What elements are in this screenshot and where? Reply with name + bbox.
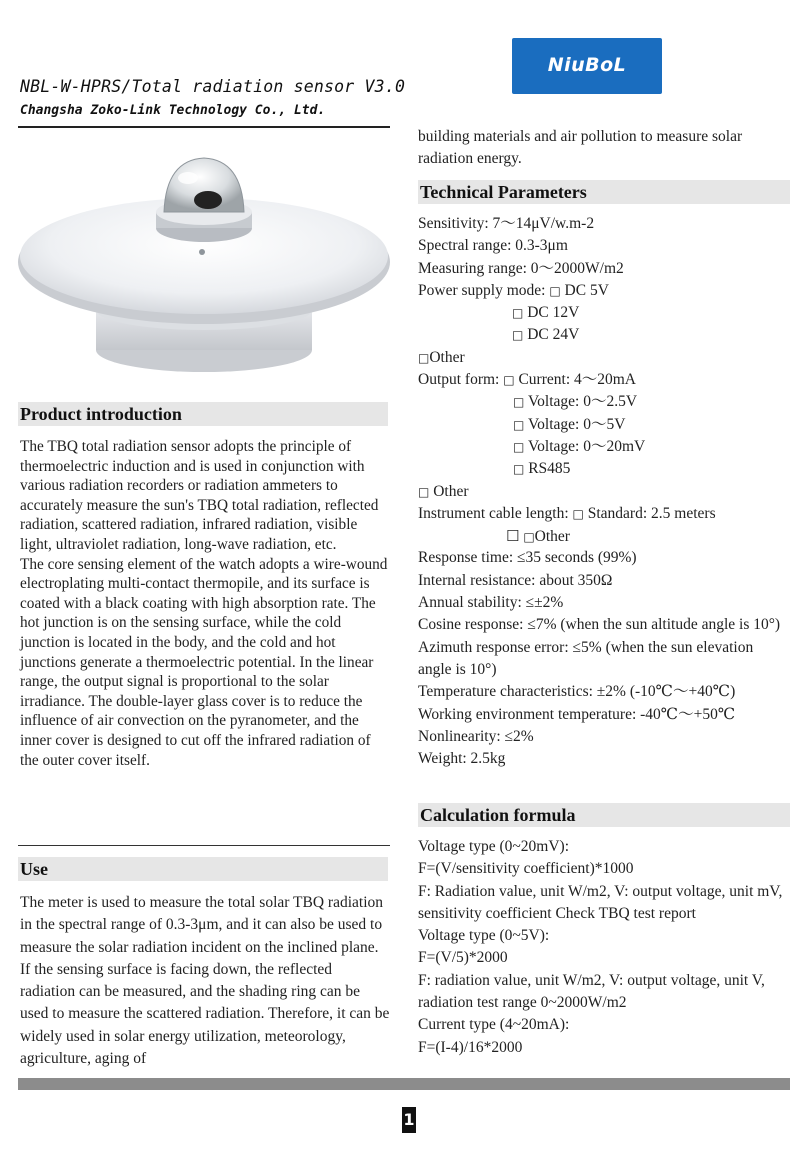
output-option-row xyxy=(418,414,790,436)
brand-logo xyxy=(512,38,662,94)
param-output-form xyxy=(418,369,790,391)
company-name: Changsha Zoko-Link Technology Co., Ltd. xyxy=(20,103,326,118)
power-option-row xyxy=(418,324,790,346)
checkbox-icon: □ xyxy=(523,530,535,545)
calc-line: Voltage type (0~20mV): xyxy=(418,838,570,855)
param-power-supply xyxy=(418,280,790,302)
output-option: RS485 xyxy=(528,460,571,478)
checkbox-icon: □ xyxy=(513,395,525,410)
param-weight: Weight: 2.5kg xyxy=(418,750,506,768)
checkbox-icon: □ xyxy=(572,506,584,521)
checkbox-icon: □ xyxy=(512,328,524,343)
output-option: Voltage: 0～5V xyxy=(527,415,626,433)
checkbox-icon: □ xyxy=(503,373,515,388)
output-option: Voltage: 0～2.5V xyxy=(527,393,638,411)
footer-bar xyxy=(18,1078,790,1090)
calc-line: F: radiation value, unit W/m2, V: output voltage, unit V, radiation test range 0~2000W/m2 xyxy=(418,971,765,1012)
param-annual-stability: Annual stability: ≤±2% xyxy=(418,594,564,612)
checkbox-icon: □ xyxy=(418,350,430,365)
checkbox-icon: □ xyxy=(513,462,525,477)
output-label: Output form: xyxy=(418,371,500,389)
checkbox-icon: □ xyxy=(513,439,525,454)
page-number: 1 xyxy=(402,1107,416,1133)
document-title: NBL-W-HPRS/Total radiation sensor V3.0 xyxy=(20,77,406,96)
power-option: DC 24V xyxy=(527,326,580,344)
tech-params-heading: Technical Parameters xyxy=(418,180,790,204)
product-intro-heading: Product introduction xyxy=(18,402,388,426)
use-body: The meter is used to measure the total solar TBQ radiation in the spectral range of 0.3-3μm, and it can also be used to measure the solar radiation incident on the inclined plane. If the sensing surface is facing down, the reflected radiation can be measured, and the shading ring can be used to measure the scattered radiation. Therefore, it can be widely used in solar energy utilization, meteorology, agriculture, aging of xyxy=(20,894,390,1068)
calc-formula: F=(V/5)*2000 xyxy=(418,949,508,967)
output-other: Other xyxy=(433,482,469,500)
param-temperature-characteristics: Temperature characteristics: ±2% (-10℃～+40℃) xyxy=(418,683,736,701)
param-cable-length xyxy=(418,503,790,525)
use-top-rule xyxy=(18,845,390,846)
cable-option: Standard: 2.5 meters xyxy=(587,504,716,522)
tech-params-list xyxy=(418,213,790,770)
product-intro-paragraph: The TBQ total radiation sensor adopts the principle of thermoelectric induction and is used in conjunction with various radiation recorders or radiation ammeters to accurately measure the sun's TBQ total radiation, reflected radiation, scattered radiation, infrared radiation, visible light, ultraviolet radiation, long-wave radiation, etc. xyxy=(20,438,379,553)
output-option-row xyxy=(418,458,790,480)
use-continuation: building materials and air pollution to measure solar radiation energy. xyxy=(418,128,743,168)
param-measuring-range: Measuring range: 0～2000W/m2 xyxy=(418,259,624,277)
param-working-temperature: Working environment temperature: -40℃～+50℃ xyxy=(418,705,736,723)
calc-formula: F=(I-4)/16*2000 xyxy=(418,1038,523,1056)
param-nonlinearity: Nonlinearity: ≤2% xyxy=(418,727,534,745)
brand-logo-text: NiuBoL xyxy=(547,54,627,76)
param-cosine-response: Cosine response: ≤7% (when the sun altitude angle is 10°) xyxy=(418,616,781,634)
calc-line: F: Radiation value, unit W/m2, V: output voltage, unit mV, sensitivity coefficient Check TBQ test report xyxy=(418,882,783,922)
param-spectral-range: Spectral range: 0.3-3μm xyxy=(418,237,568,255)
header-rule xyxy=(18,126,390,128)
calc-line: Current type (4~20mA): xyxy=(418,1016,570,1034)
output-option: Current: 4～20mA xyxy=(518,371,636,389)
output-other-row xyxy=(418,481,790,503)
power-option: DC 12V xyxy=(527,304,580,322)
checkbox-icon: □ xyxy=(549,283,561,298)
calc-formula: F=(V/sensitivity coefficient)*1000 xyxy=(418,860,634,878)
output-option-row xyxy=(418,391,790,413)
power-other-row xyxy=(418,347,790,369)
calc-body xyxy=(418,836,790,1059)
cable-other-row xyxy=(418,525,790,547)
output-option: Voltage: 0～20mV xyxy=(527,437,646,455)
sensor-product-image xyxy=(18,140,390,390)
power-option-row xyxy=(418,302,790,324)
calc-line: Voltage type (0~5V): xyxy=(418,927,550,945)
power-other: Other xyxy=(429,348,465,366)
param-azimuth-error: Azimuth response error: ≤5% (when the sun elevation angle is 10°) xyxy=(418,638,754,678)
checkbox-icon: ☐ xyxy=(506,527,520,546)
checkbox-icon: □ xyxy=(418,484,430,499)
product-intro-paragraph: The core sensing element of the watch adopts a wire-wound electroplating multi-contact thermopile, and its surface is coated with a black coating with high absorption rate. The hot junction is on the sensing surface, while the cold junction is located in the body, and the cold and hot junctions generate a thermoelectric potential. In the linear range, the output signal is proportional to the solar irradiance. The double-layer glass cover is to reduce the influence of air convection on the pyranometer, and the inner cover is designed to cut off the infrared radiation of the outer cover itself. xyxy=(20,555,388,769)
param-sensitivity: Sensitivity: 7～14μV/w.m-2 xyxy=(418,215,595,232)
use-heading: Use xyxy=(18,857,388,881)
calc-heading: Calculation formula xyxy=(418,803,790,827)
param-response-time: Response time: ≤35 seconds (99%) xyxy=(418,549,637,567)
power-label: Power supply mode: xyxy=(418,281,546,299)
power-option: DC 5V xyxy=(564,281,609,299)
output-option-row xyxy=(418,436,790,458)
cable-label: Instrument cable length: xyxy=(418,504,569,522)
checkbox-icon: □ xyxy=(512,306,524,321)
param-internal-resistance: Internal resistance: about 350Ω xyxy=(418,571,613,589)
cable-other: Other xyxy=(534,528,570,546)
checkbox-icon: □ xyxy=(513,417,525,432)
product-intro-body xyxy=(20,437,390,770)
